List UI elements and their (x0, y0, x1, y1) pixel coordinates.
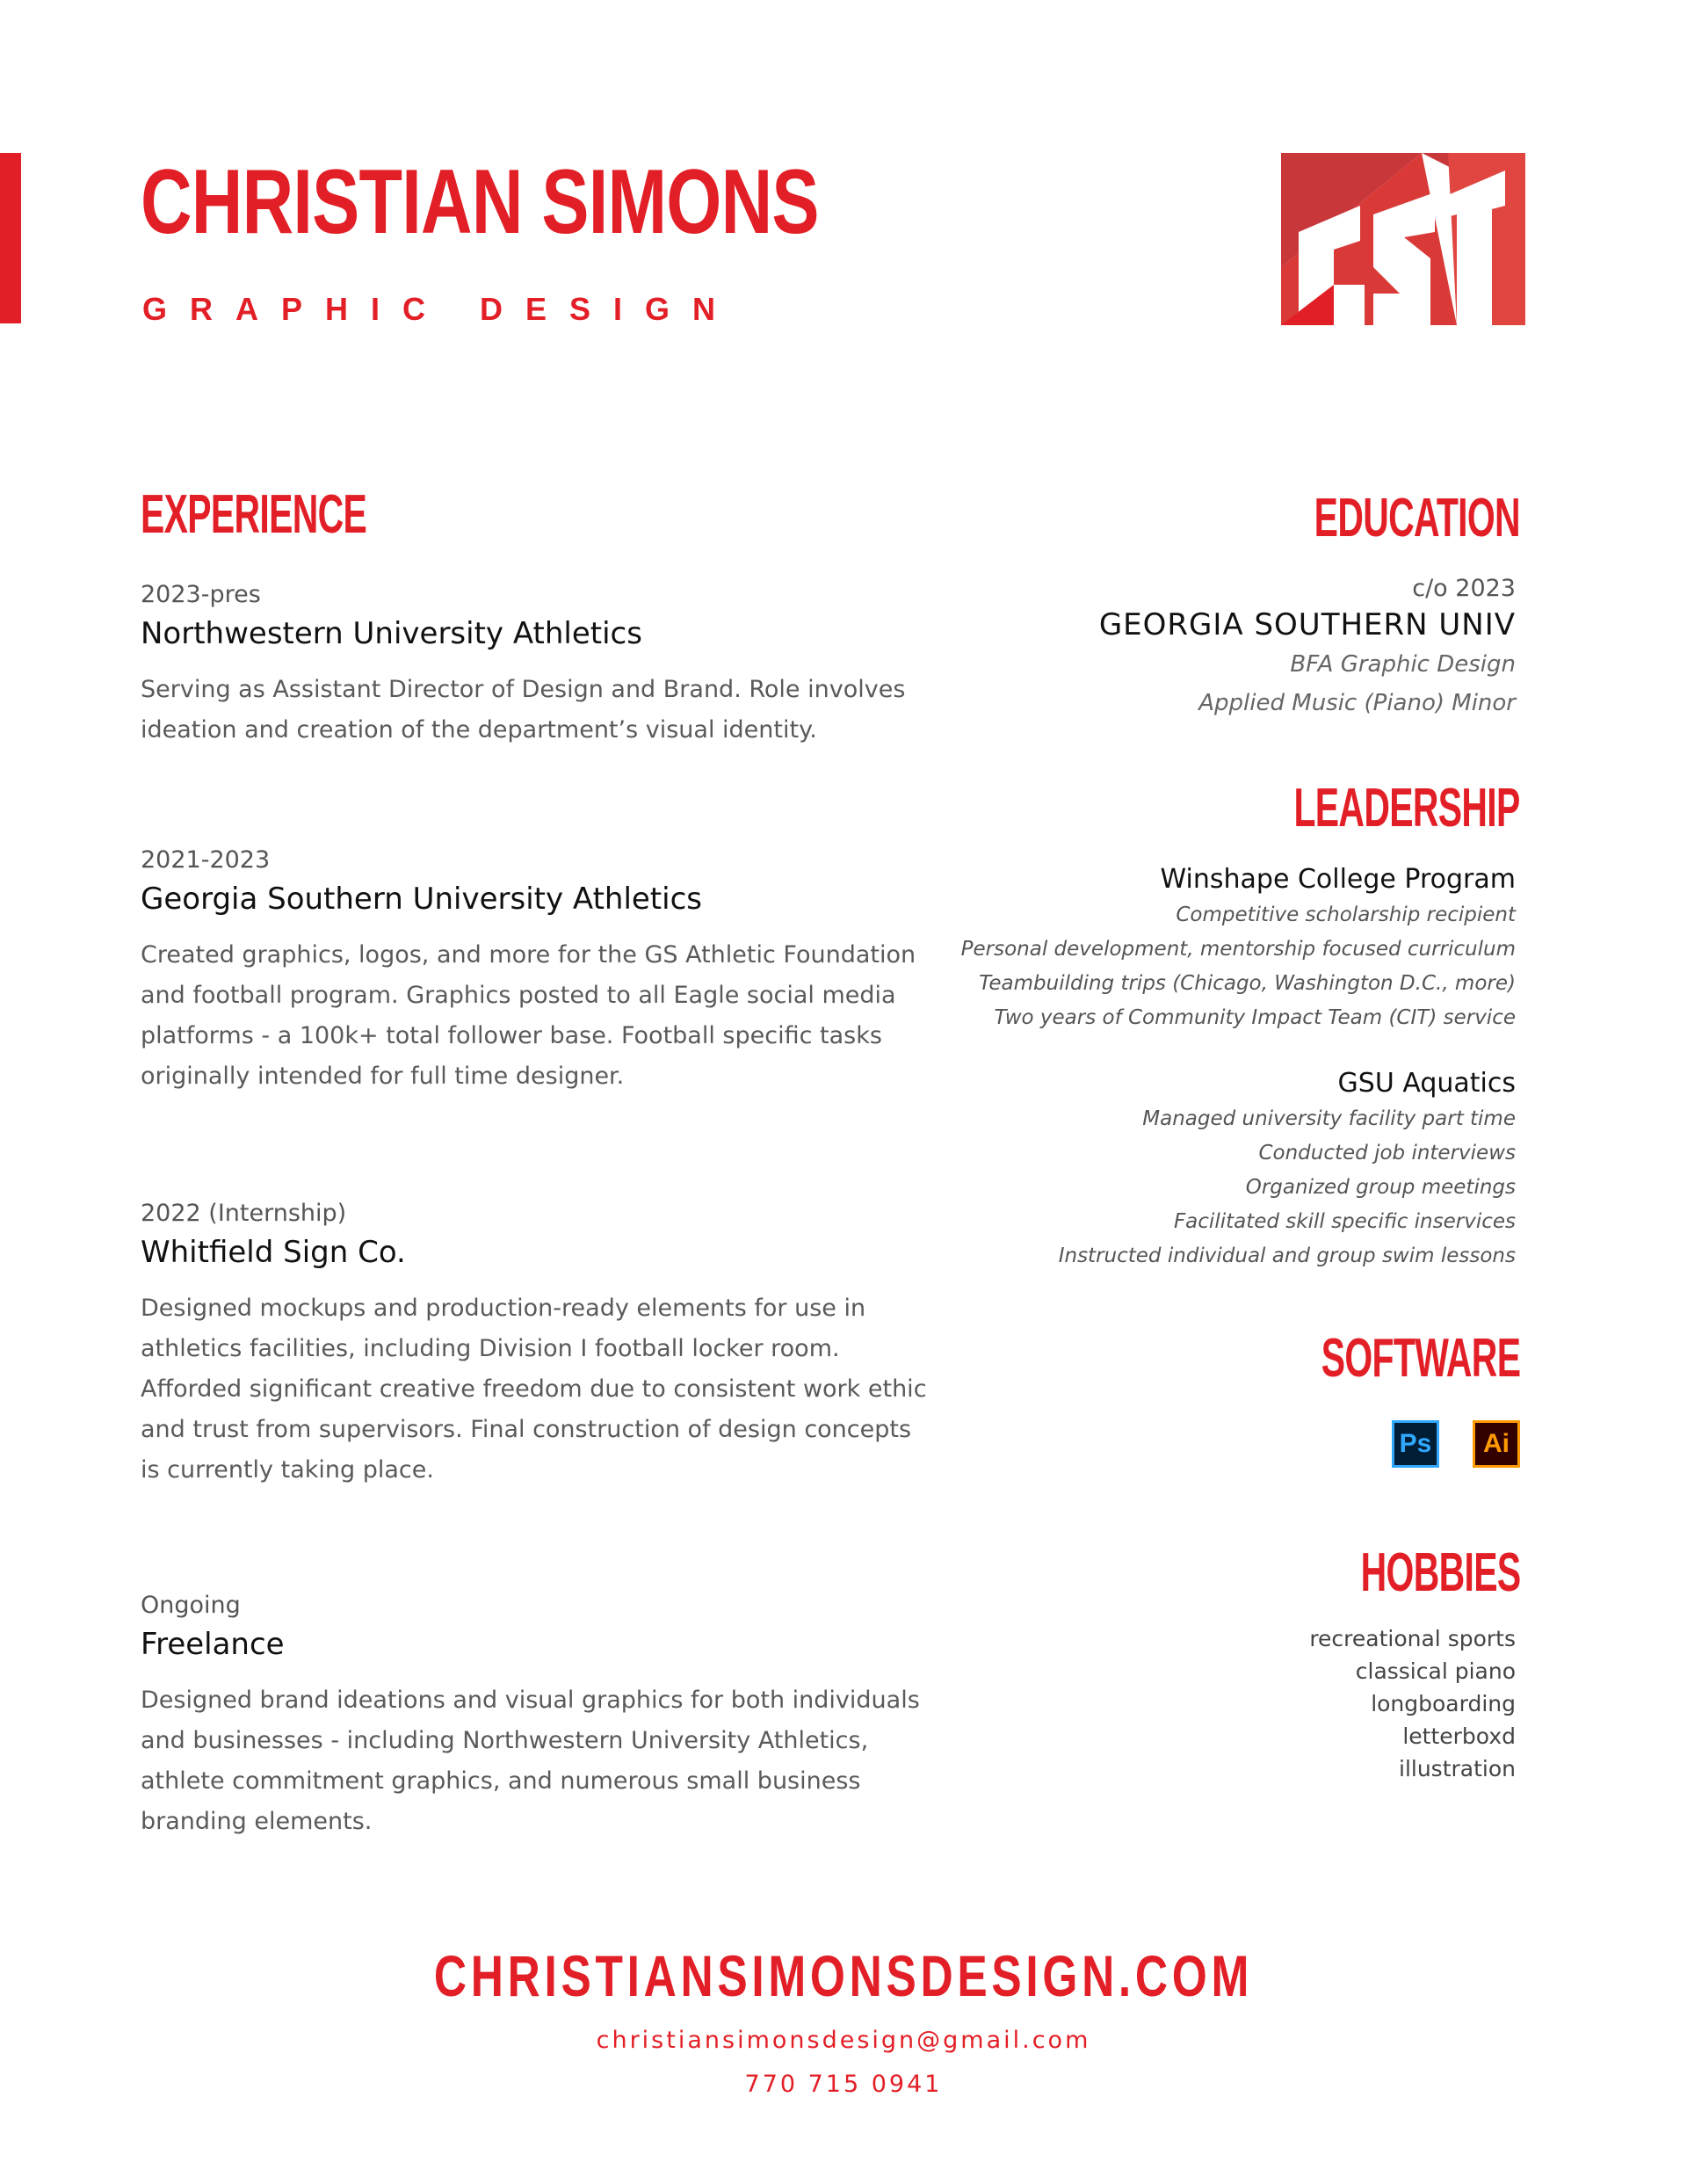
hobby-item: classical piano (1355, 1658, 1516, 1684)
leadership-item: Conducted job interviews (1258, 1142, 1516, 1165)
leadership-heading: LEADERSHIP (1293, 778, 1520, 838)
job-date: 2021-2023 (141, 846, 271, 874)
leadership-item: Managed university facility part time (1142, 1107, 1516, 1130)
job-description: Designed brand ideations and visual graphics for both individuals and businesses - including Northwestern University Athletics, athlete commitment graphics, and numerous small business branding elements. (141, 1687, 920, 1835)
leadership-item: Organized group meetings (1245, 1176, 1516, 1199)
email-link[interactable]: christiansimonsdesign@gmail.com (596, 2027, 1091, 2054)
job-date: 2022 (Internship) (141, 1200, 347, 1227)
job-title: Northwestern University Athletics (141, 616, 642, 651)
job-title: Whitfield Sign Co. (141, 1235, 406, 1270)
education-heading: EDUCATION (1314, 488, 1520, 548)
accent-bar (0, 153, 21, 323)
leadership-item: Facilitated skill specific inservices (1173, 1210, 1516, 1233)
leadership-item: Competitive scholarship recipient (1176, 903, 1516, 926)
job-title: Freelance (141, 1627, 285, 1662)
page-title: CHRISTIAN SIMONS (141, 151, 819, 253)
hobby-item: recreational sports (1309, 1626, 1516, 1651)
job-description: Designed mockups and production-ready elements for use in athletics facilities, including Division I football locker room. Afforded significant creative freedom due to consistent work ethic and trust from supervisors. Final construction of design concepts is currently taking place. (141, 1295, 927, 1484)
job-date: 2023-pres (141, 581, 261, 608)
hobby-item: longboarding (1371, 1691, 1516, 1716)
hobby-item: letterboxd (1402, 1723, 1516, 1749)
hobby-item: illustration (1399, 1756, 1516, 1781)
leadership-group (1059, 1065, 1516, 1273)
education-school: GEORGIA SOUTHERN UNIV (1098, 607, 1516, 642)
software-icons (1392, 1420, 1520, 1468)
job-title: Georgia Southern University Athletics (141, 882, 702, 917)
education-year: c/o 2023 (1412, 575, 1516, 602)
illustrator-icon: Ai (1473, 1420, 1520, 1468)
education-block (1099, 573, 1516, 722)
leadership-item: Teambuilding trips (Chicago, Washington D.C., more) (979, 972, 1516, 995)
photoshop-icon: Ps (1392, 1420, 1439, 1468)
job-entry (141, 1591, 958, 1842)
experience-heading: EXPERIENCE (141, 484, 367, 545)
job-date: Ongoing (141, 1592, 241, 1619)
leadership-item: Instructed individual and group swim lessons (1058, 1244, 1516, 1267)
education-degree: BFA Graphic Design (1290, 651, 1516, 678)
leadership-item: Two years of Community Impact Team (CIT) service (994, 1006, 1516, 1029)
cs-monogram-logo-icon (1281, 153, 1525, 325)
hobbies-heading: HOBBIES (1360, 1542, 1520, 1603)
job-entry (141, 1199, 931, 1491)
job-entry (141, 845, 931, 1097)
phone-number: 770 715 0941 (744, 2071, 943, 2098)
job-description: Serving as Assistant Director of Design and Brand. Role involves ideation and creation of the department’s visual identity. (141, 676, 906, 744)
leadership-title: GSU Aquatics (1337, 1068, 1516, 1099)
website-link[interactable]: CHRISTIANSIMONSDESIGN.COM (433, 1943, 1254, 2008)
job-entry (141, 580, 931, 751)
leadership-group (961, 861, 1516, 1035)
leadership-item: Personal development, mentorship focused curriculum (960, 938, 1516, 961)
leadership-title: Winshape College Program (1160, 864, 1516, 895)
job-description: Created graphics, logos, and more for the GS Athletic Foundation and football program. Graphics posted to all Eagle social media platforms - a 100k+ total follower base. Football specific tasks originally intended for full time designer. (141, 941, 916, 1090)
education-minor: Applied Music (Piano) Minor (1198, 690, 1516, 716)
software-heading: SOFTWARE (1321, 1328, 1520, 1389)
page-subtitle: GRAPHIC DESIGN (142, 291, 739, 327)
hobbies-list (1309, 1622, 1516, 1785)
